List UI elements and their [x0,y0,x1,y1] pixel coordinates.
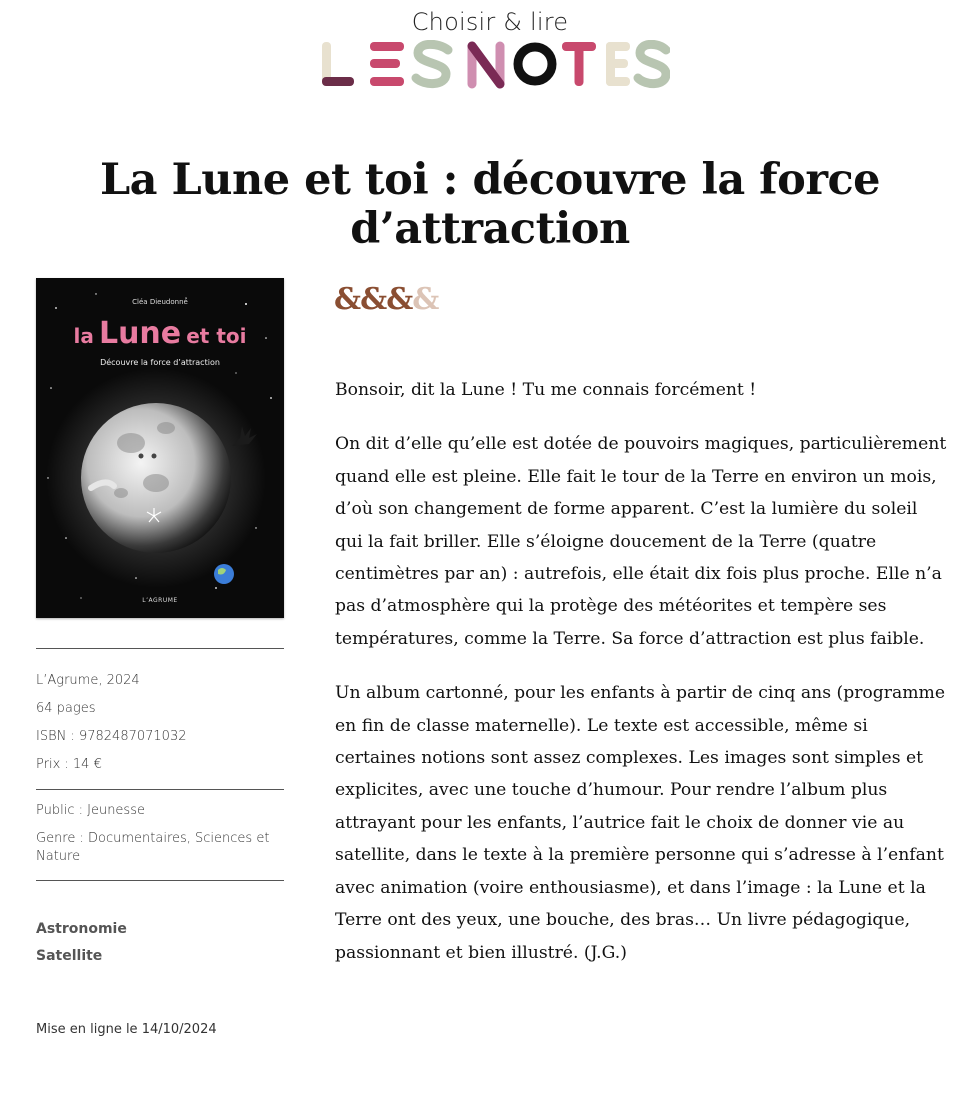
divider [36,648,284,649]
tag-link[interactable]: Satellite [36,948,103,964]
publish-date: Mise en ligne le 14/10/2024 [36,1022,217,1037]
rating-ampersand-filled: & [360,282,387,317]
book-details [36,667,286,779]
rating-ampersand-filled: & [386,282,413,317]
article-title: La Lune et toi : découvre la force d’attraction [99,155,881,254]
isbn: ISBN : 9782487071032 [36,729,187,744]
cover-author: Cléa Dieudonné [132,298,188,306]
les-notes-logo[interactable] [320,40,670,90]
public: Public : Jeunesse [36,803,145,818]
logo-letter-l [322,42,354,86]
tag-list [36,916,127,970]
article-body [335,374,950,991]
cover-publisher: L’AGRUME [142,597,178,604]
cover-title-et-toi: et toi [186,324,247,348]
rating [334,282,438,317]
site-tagline: Choisir & lire [411,8,569,36]
logo-letter-e-2 [606,42,630,86]
book-cover[interactable] [36,278,284,618]
genre: Genre : Documentaires, Sciences et Nature [36,831,270,864]
cover-title-lune: Lune [98,316,182,351]
page-count: 64 pages [36,701,96,716]
divider [36,880,284,881]
paragraph: Un album cartonné, pour les enfants à partir de cinq ans (programme en fin de classe maternelle). Le texte est accessible, même si certaines notions sont assez complexes. Les images sont simples et explicites, avec une touche d’humour. Pour rendre l’album plus attrayant pour les enfants, l’autrice fait le choix de donner vie au satellite, dans le texte à la première personne qui s’adresse à l’enfant avec animation (voire enthousiasme), et dans l’image : la Lune et la Terre ont des yeux, une bouche, des bras… Un livre pédagogique, passionnant et bien illustré. (J.G.) [335,683,945,963]
logo-letter-o [518,47,552,81]
logo-letter-s [416,44,448,83]
book-audience [36,797,286,866]
tag-link[interactable]: Astronomie [36,921,127,937]
cover-title [36,316,284,351]
logo-letter-t [562,42,596,86]
cover-title-la: la [73,324,94,348]
logo-letter-n [472,46,500,84]
divider [36,789,284,790]
cover-subtitle: Découvre la force d’attraction [100,358,220,367]
paragraph: On dit d’elle qu’elle est dotée de pouvoirs magiques, particulièrement quand elle est pleine. Elle fait le tour de la Terre en environ un mois, d’où son changement de forme apparent. C’est la lumière du soleil qui la fait briller. Elle s’éloigne doucement de la Terre (quatre centimètres par an) : autrefois, elle était dix fois plus proche. Elle n’a pas d’atmosphère qui la protège des météorites et tempère ses températures, comme la Terre. Sa force d’attraction est plus faible. [335,434,947,649]
logo-letter-e [370,42,404,86]
price: Prix : 14 € [36,757,102,772]
logo-letter-s-2 [638,44,666,83]
paragraph: Bonsoir, dit la Lune ! Tu me connais forcément ! [335,380,757,400]
rating-ampersand-filled: & [334,282,361,317]
rating-ampersand-empty: & [412,282,439,317]
publisher-year: L’Agrume, 2024 [36,673,140,688]
